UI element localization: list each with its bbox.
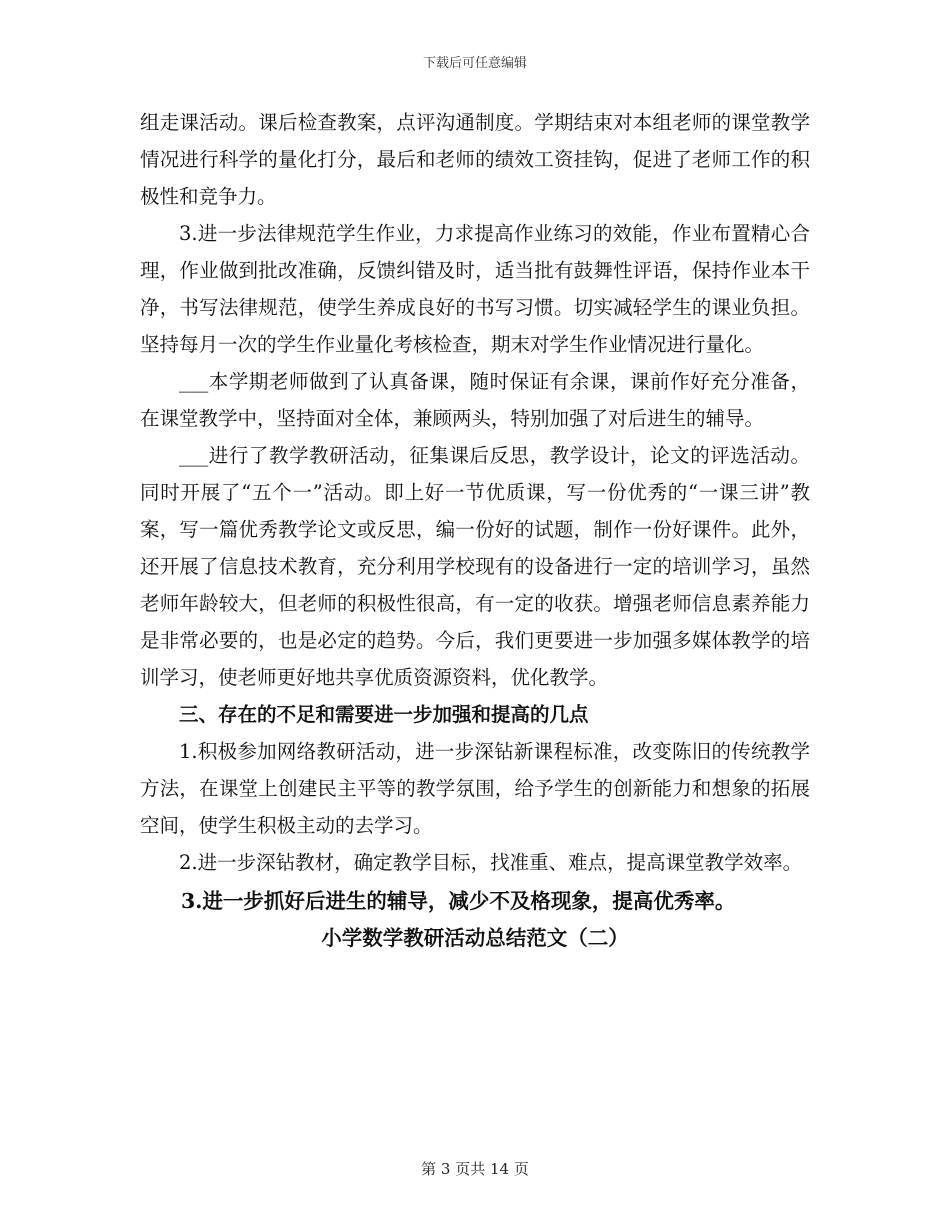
paragraph-5: 1.积极参加网络教研活动，进一步深钻新课程标准，改变陈旧的传统教学方法，在课堂上创建民主平等的教学氛围，给予学生的创新能力和想象的拓展空间，使学生积极主动的去学习。: [140, 740, 810, 837]
paragraph-1: 组走课活动。课后检查教案，点评沟通制度。学期结束对本组老师的课堂教学情况进行科学的量化打分，最后和老师的绩效工资挂钩，促进了老师工作的积极性和竞争力。: [140, 111, 810, 208]
paragraph-7: 3.进一步抓好后进生的辅导，减少不及格现象，提高优秀率。: [181, 889, 736, 913]
page-footer: 第 3 页共 14 页: [421, 1160, 529, 1178]
paragraph-4: ___进行了教学教研活动，征集课后反思，教学设计，论文的评选活动。同时开展了“五个一”活动。即上好一节优质课，写一份优秀的“一课三讲”教案，写一篇优秀教学论文或反思，编一份好的试题，制作一份好课件。此外，还开展了信息技术教育，充分利用学校现有的设备进行一定的培训学习，虽然老师年龄较大，但老师的积极性很高，有一定的收获。增强老师信息素养能力是非常必要的，也是必定的趋势。今后，我们更要进一步加强多媒体教学的培训学习，使老师更好地共享优质资源资料，优化教学。: [140, 444, 810, 689]
document-body: [140, 104, 810, 957]
section-heading-3: 三、存在的不足和需要进一步加强和提高的几点: [179, 703, 589, 726]
page-header: 下载后可任意编辑: [422, 56, 527, 71]
paragraph-6: 2.进一步深钻教材，确定教学目标，找准重、难点，提高课堂教学效率。: [179, 851, 803, 874]
paragraph-3: ___本学期老师做到了认真备课，随时保证有余课，课前作好充分准备，在课堂教学中，坚持面对全体，兼顾两头，特别加强了对后进生的辅导。: [140, 370, 810, 430]
paragraph-2: 3.进一步法律规范学生作业，力求提高作业练习的效能，作业布置精心合理，作业做到批改准确，反馈纠错及时，适当批有鼓舞性评语，保持作业本干净，书写法律规范，使学生养成良好的书写习惯。切实减轻学生的课业负担。坚持每月一次的学生作业量化考核检查，期末对学生作业情况进行量化。: [140, 222, 810, 356]
section-title: 小学数学教研活动总结范文（二）: [321, 926, 629, 950]
